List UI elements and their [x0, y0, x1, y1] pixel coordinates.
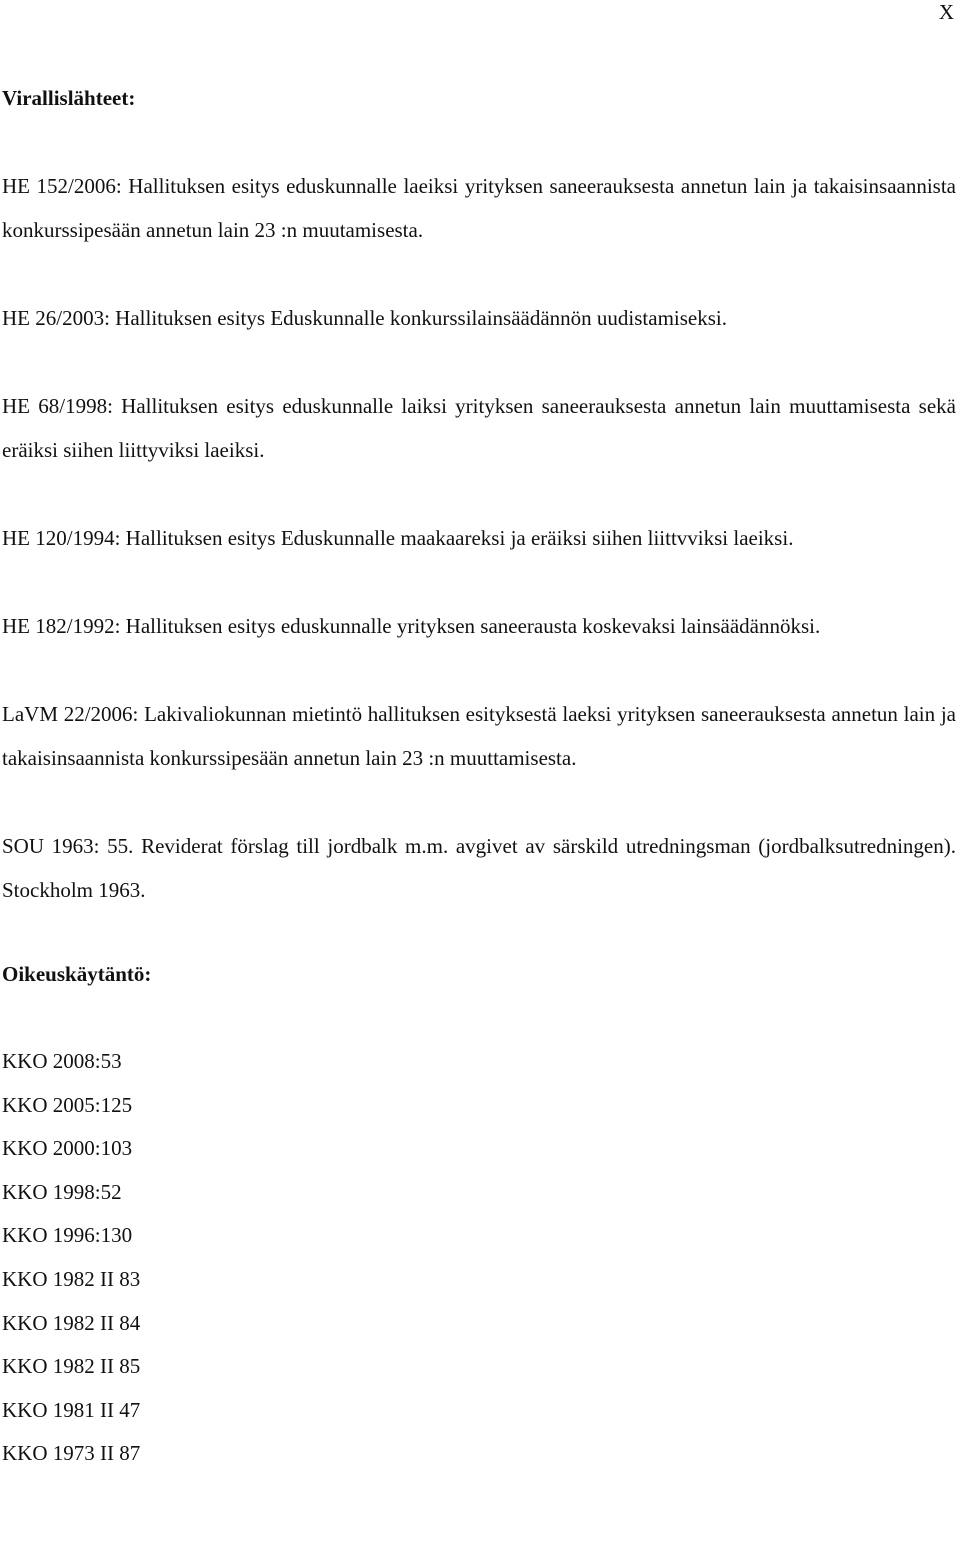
page-marker: X	[938, 0, 954, 24]
case-item: KKO 1982 II 85	[2, 1354, 141, 1379]
source-entry: LaVM 22/2006: Lakivaliokunnan mietintö hallituksen esityksestä laeksi yrityksen saneerauksesta annetun lain ja takaisinsaannista konkurssipesään annetun lain 23 :n muuttamisesta.	[2, 702, 956, 770]
case-list	[2, 1040, 956, 1476]
case-item: KKO 2005:125	[2, 1092, 133, 1117]
case-item: KKO 1973 II 87	[2, 1441, 141, 1466]
source-entry: HE 26/2003: Hallituksen esitys Eduskunnalle konkurssilainsäädännön uudistamiseksi.	[2, 306, 728, 330]
case-law-heading: Oikeuskäytäntö:	[2, 962, 152, 986]
source-entry: HE 68/1998: Hallituksen esitys eduskunnalle laiksi yrityksen saneerauksesta annetun lain muuttamisesta sekä eräiksi siihen liittyviksi laeiksi.	[2, 394, 956, 462]
case-item: KKO 2000:103	[2, 1136, 133, 1161]
source-entry: SOU 1963: 55. Reviderat förslag till jordbalk m.m. avgivet av särskild utredningsman (jordbalksutredningen). Stockholm 1963.	[2, 834, 956, 902]
case-item: KKO 1998:52	[2, 1179, 122, 1204]
case-item: KKO 1996:130	[2, 1223, 133, 1248]
document-body	[2, 80, 956, 1476]
source-entry: HE 182/1992: Hallituksen esitys eduskunnalle yrityksen saneerausta koskevaksi lainsäädännöksi.	[2, 614, 821, 638]
official-sources-heading: Virallislähteet:	[2, 86, 136, 110]
source-entry: HE 120/1994: Hallituksen esitys Eduskunnalle maakaareksi ja eräiksi siihen liittvviksi laeiksi.	[2, 526, 794, 550]
case-item: KKO 1981 II 47	[2, 1397, 141, 1422]
case-item: KKO 1982 II 83	[2, 1266, 141, 1291]
source-entry: HE 152/2006: Hallituksen esitys eduskunnalle laeiksi yrityksen saneerauksesta annetun lain ja takaisinsaannista konkurssipesään annetun lain 23 :n muutamisesta.	[2, 174, 956, 242]
case-item: KKO 2008:53	[2, 1049, 122, 1073]
case-item: KKO 1982 II 84	[2, 1310, 141, 1335]
